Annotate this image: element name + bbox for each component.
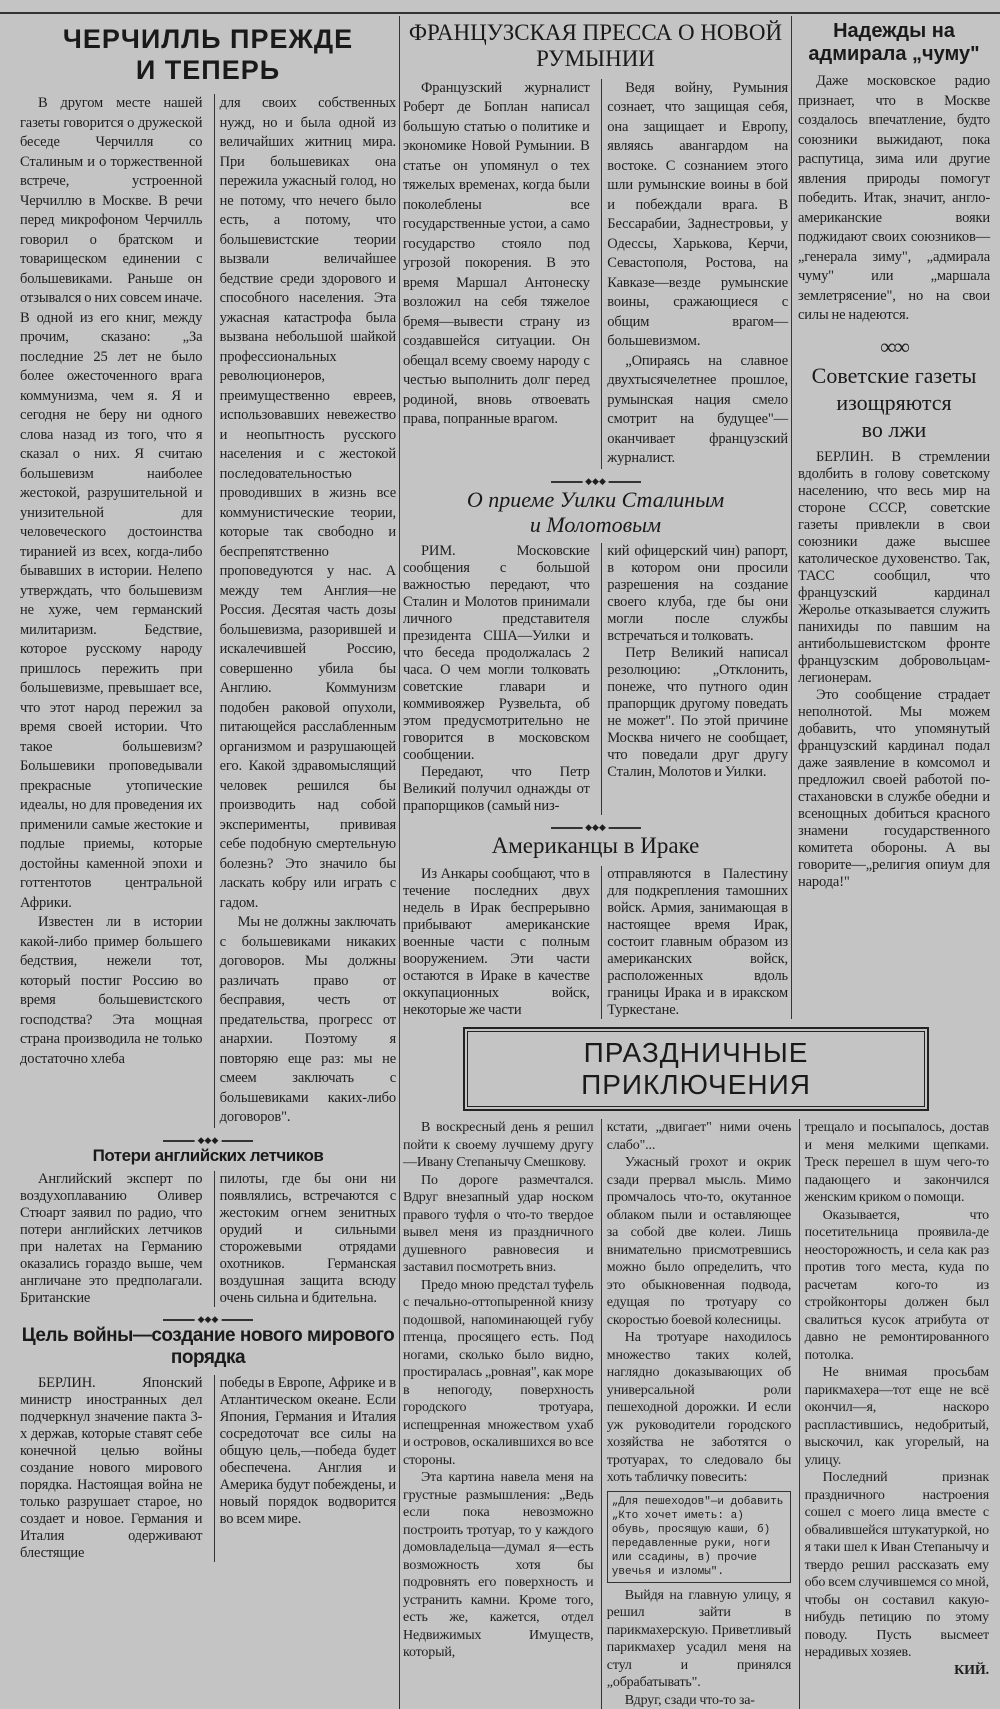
headline-pilots: Потери английских летчиков — [92, 1145, 324, 1165]
paragraph: На тротуаре находилось множество таких колей, наглядно доказывающих об универсальной роли пешеходной дорожки. И если уж руководители городского хозяйства не заботятся о тротуарах, то следовало бы хоть табличку повесить: — [606, 1330, 792, 1486]
headline-churchill — [20, 24, 396, 86]
author-signature: КИЙ. — [954, 1662, 989, 1678]
article-willkie-col2 — [601, 543, 788, 815]
article-french-press-col2 — [601, 79, 788, 469]
sign-note-box: „Для пешеходов"—и добавить „Кто хочет иметь: а) обувь, просящую каши, б) передавленные руки, ноги или ссадины, в) прочие увечья и изломы". — [607, 1491, 791, 1583]
article-pilots — [20, 1171, 396, 1307]
paragraph: Предо мною предстал туфель с печально-оттопыренной книзу подошвой, напоминающей губу птенца, просящего есть. Под ногами, сколько было видно, простиралась „ровная", как море в непогоду, поверхность городского тротуара, испещренная множеством ухаб и островов, оскалившихся во все стороны. — [403, 1277, 594, 1468]
paragraph: Ведя войну, Румыния сознает, что защищая себя, она защищает и Европу, являясь авангардом на востоке. С сознанием этого шли румынские воины в бой и побеждали врага. В Бессарабии, Заднестровьи, у Одессы, Харькова, Керчи, Севастополя, Ростова, на Кавказе—везде румынские воины, сражающиеся с общим врагом—большевизмом. — [607, 79, 788, 350]
headline-holiday-adventures: ПРАЗДНИЧНЫЕ ПРИКЛЮЧЕНИЯ — [581, 1036, 811, 1101]
ornament-infinity-icon: ∞∞ — [880, 333, 908, 359]
paragraph: Ужасный грохот и окрик сзади прервал мысль. Мимо промчалось что-то, окутанное облаком пыли и оставляющее за собой две колеи. Лишь внимательно присмотревшись можно было определить, что это обыкновенная подвода, едущая по тротуару со скоростью боевой колесницы. — [606, 1155, 792, 1328]
article-war-goal — [20, 1375, 396, 1562]
ornament-divider — [163, 1319, 253, 1321]
article-iraq — [403, 866, 788, 1019]
ornament-divider — [551, 481, 641, 483]
top-row — [403, 16, 989, 1019]
paragraph: Оказывается, что посетительница проявила-де неосторожность, и села как раз против того места, куда по расчетам кого-то из стройконторы должен был свалиться кусок атрибута от давно не ремонтированного потолка. — [804, 1207, 989, 1363]
article-holiday — [403, 1119, 989, 1709]
headline-line-2: адмирала „чуму" — [808, 43, 980, 65]
headline-frame — [463, 1027, 929, 1111]
paragraph: РИМ. Московские сообщения с большой важностью передают, что Сталин и Молотов принимали личного представителя президента США—Уилки и что беседа продолжалась 2 часа. О чем могли толковать советские главари и коммивояжер Рузвельта, об этом предусмотрительно не говорится в московском сообщении. — [403, 543, 590, 764]
page-column-rule — [399, 16, 400, 1709]
paragraph: Мы не должны заключать с большевиками никаких договоров. Мы должны различать право от бесправия, честь от предательства, прогресс от анархии. Поэтому я повторяю еще раз: мы не смеем заключать с большевиками каких-либо договоров". — [219, 914, 396, 1126]
article-admiral-plague — [798, 72, 990, 326]
article-holiday-col3 — [799, 1119, 989, 1709]
paragraph: БЕРЛИН. В стремлении вдолбить в голову советскому населению, что весь мир на стороне СССР, советские газеты привлекли в свои союзники даже высшее католическое духовенство. Так, ТАСС сообщил, что французский кардинал Жеролье отказывается служить панихиды по павшим на антибольшевистском фронте французским добровольцам-легионерам. — [798, 448, 990, 686]
article-holiday-col2 — [601, 1119, 791, 1709]
paragraph: Петр Великий написал резолюцию: „Отклонить, понеже, что путного один прапорщик другому поведать не может". По этой причине Москва ничего не сообщает, что поведали друг другу Сталин, Молотов и Уилки. — [607, 645, 788, 781]
article-iraq-col1 — [403, 866, 590, 1019]
left-page-column — [20, 16, 396, 1709]
paragraph: кстати, „двигает" ними очень слабо"... — [606, 1120, 792, 1153]
right-page-area — [403, 16, 989, 1709]
article-churchill — [20, 94, 396, 1128]
article-pilots-col1 — [20, 1171, 202, 1307]
headline-line-2: изощряются — [836, 389, 952, 415]
headline-admiral-plague — [798, 20, 990, 66]
paragraph: Последний признак праздничного настроения сошел с моего лица вместе с обвалившейся штукатуркой, но я таки шел к Иван Степанычу и твердо решил рассказать ему обо всем случившемся со мной, чтобы он составил какую-нибудь петицию по этому поводу. Пусть высмеет нерадивых хозяев. — [804, 1470, 989, 1661]
ornament-divider — [163, 1140, 253, 1142]
middle-page-column — [403, 16, 788, 1019]
paragraph: По дороге размечтался. Вдруг внезапный удар носком правого туфля о что-то твердое вывел меня из праздничного душевного равновесия и заставил посмотреть вниз. — [403, 1172, 594, 1276]
headline-line-3: во лжи — [861, 416, 927, 442]
headline-soviet-papers — [798, 362, 990, 443]
headline-french-press: ФРАНЦУЗСКАЯ ПРЕССА О НОВОЙ РУМЫНИИ — [408, 20, 783, 72]
paragraph: БЕРЛИН. Японский министр иностранных дел подчеркнул значение пакта 3-х держав, которые ставят себе конечной целью войны создание нового мирового порядка. Настоящая война не только разрушает старое, но создает и новое. Германия и Италия одерживают блестящие — [20, 1374, 203, 1561]
headline-willkie — [403, 487, 788, 538]
right-page-column — [791, 16, 990, 1019]
paragraph: В другом месте нашей газеты говорится о дружеской беседе Черчилля со Сталиным и о торжественной встрече, устроенной Черчиллю в Москве. В речи перед микрофоном Черчилль говорил о братском и товарищеском единении с большевиками. Раньше он отзывался о них совсем иначе. В одной из его книг, между прочим, сказано: „За последние 25 лет не было более ожесточенного врага коммунизма, чем я. Я и сегодня не беру ни одного слова назад из того, что я сказал о них. Я считаю большевизм наиболее жестокой, разрушительной и унизительной для человеческого достоинства тиранией из всех, когда-либо бывавших в истории. Нелепо утверждать, что большевизм не хуже, чем германский милитаризм. Бедствие, которое русскому народу пришлось пережить при большевизме, превышает все, что этот народ пережил за время своей истории. Что такое большевизм? Большевики проповедывали прекрасные утопические идеалы, но для проведения их применили самые жестокие и подлые приемы, которые достойны каменной эпохи и готтентотов центральной Африки. — [20, 95, 203, 911]
article-iraq-col2 — [601, 866, 788, 1019]
paragraph: трещало и посыпалось, достав и меня мелкими щепками. Треск перешел в шум чего-то падающего и закончился женским криком о помощи. — [804, 1120, 989, 1206]
article-pilots-col2 — [214, 1171, 396, 1307]
article-holiday-col1 — [403, 1119, 593, 1709]
paragraph: кий офицерский чин) рапорт, в котором они просили разрешения на создание своего клуба, где бы они могли после службы встречаться и толковать. — [607, 543, 788, 645]
article-french-press-col1 — [403, 79, 590, 469]
headline-line-1: ЧЕРЧИЛЛЬ ПРЕЖДЕ — [62, 24, 354, 54]
headline-war-goal: Цель войны—создание нового мирового порядка — [21, 1325, 395, 1368]
top-rule — [0, 12, 1000, 14]
paragraph: Даже московское радио признает, что в Москве создалось впечатление, будто союзники выжидают, пока распутица, зима или другие явления природы помогут победить. Итак, значит, англо-американские вояки поджидают своих союзников—„генерала зиму", „адмирала чуму" или „маршала землетрясение", но на свои силы не надеются. — [798, 73, 990, 323]
headline-line-1: О приеме Уилки Сталиным — [466, 486, 725, 512]
headline-line-2: и Молотовым — [529, 512, 662, 538]
paragraph: Выйдя на главную улицу, я решил зайти в парикмахерскую. Приветливый парикмахер усадил меня на стул и принялся „обрабатывать". — [606, 1587, 792, 1691]
paragraph: Известен ли в истории какой-либо пример большего бедствия, нежели тот, который постиг Россию во время большевистского господства? Эта мощная страна производила не только достаточно хлеба — [20, 914, 203, 1067]
paragraph: Не внимая просьбам парикмахера—тот еще не всё окончил—я, наскоро распластившись, недобритый, выскочил, как угорелый, на улицу. — [804, 1365, 989, 1468]
paragraph: Английский эксперт по воздухоплаванию Оливер Стюарт заявил по радио, что потери английских летчиков при налетах на Германию оказались гораздо выше, чем англичане это предполагали. Британские — [20, 1171, 203, 1307]
paragraph: победы в Европе, Африке и в Атлантическом океане. Если Япония, Германия и Италия сосредоточат все силы на общую цель,—победа будет обеспечена. Англия и Америка будут побеждены, и новый порядок водворится во всем мире. — [219, 1374, 396, 1527]
paragraph: Вдруг, сзади что-то за- — [624, 1692, 755, 1708]
article-churchill-col2 — [214, 94, 396, 1128]
article-willkie — [403, 543, 788, 815]
article-churchill-col1 — [20, 94, 202, 1128]
paragraph: для своих собственных нужд, но и была одной из величайших житниц мира. При большевиках она пережила ужасный голод, но не потому, что нечего было есть, а потому, что большевистские теории вызвали величайшее бедствие среди здорового и способного населения. Эта ужасная катастрофа была вызвана небольшой шайкой профессиональных революционеров, преимущественно евреев, использовавших невежество и неопытность русского населения и с жестокой последовательностью проводивших в жизнь все коммунистические теории, которые так свободно и беспрепятственно проповедуются у нас. А между тем Англия—не Россия. Десятая часть дозы большевизма, разорившей и искалечившей Россию, совершенно убила бы Англию. Коммунизм подобен раковой опухоли, питающейся расслабленным организмом и разрушающей его. Какой здравомыслящий человек решился бы производить над собой эксперименты, прививая себе подобную смертельную болезнь? Это значило бы ласкать кобру или играть с гадом. — [219, 95, 396, 911]
headline-line-2: И ТЕПЕРЬ — [135, 55, 281, 86]
paragraph: Передают, что Петр Великий получил однажды от прапорщиков (самый низ- — [403, 764, 590, 815]
ornament-divider — [551, 827, 641, 829]
paragraph: пилоты, где бы они ни появлялись, встречаются с жестоким огнем зенитных орудий и сильными сторожевыми отрядами охотников. Германская воздушная защита всюду очень сильна и бдительна. — [219, 1171, 396, 1307]
article-war-goal-col1 — [20, 1375, 202, 1562]
headline-line-1: Надежды на — [833, 20, 955, 42]
paragraph: „Опираясь на славное двухтысячелетнее прошлое, румынская нация смело смотрит на будущее"—оканчивает французский журналист. — [607, 352, 788, 467]
headline-iraq: Американцы в Ираке — [491, 833, 700, 859]
headline-line-1: Советские газеты — [811, 362, 977, 388]
article-willkie-col1 — [403, 543, 590, 815]
paragraph: Эта картина навела меня на грустные размышления: „Ведь если пока невозможно построить тротуар, то у каждого домовладельца—думал я—есть возможность хотя бы подровнять его поверхность и устранить камни. Кроме того, есть же, кажется, отдел Недвижимых Имуществ, который, — [403, 1470, 594, 1661]
article-soviet-papers — [798, 449, 990, 891]
paragraph: В воскресный день я решил пойти к своему лучшему другу—Ивану Степанычу Смешкову. — [403, 1120, 594, 1171]
article-war-goal-col2 — [214, 1375, 396, 1562]
paragraph: Из Анкары сообщают, что в течение последних двух недель в Ирак беспрерывно прибывают американские военные части с полным вооружением. Эти части остаются в Ираке в качестве оккупационных войск, некоторые же части — [403, 865, 590, 1018]
paragraph: Это сообщение страдает неполнотой. Мы можем добавить, что упомянутый французский кардинал подал даже заявление в комсомол и предложил своей работой по-стахановски в службе обедни и всенощных добиться красного знамени государственного комитета обороны. А вы говорите—„религия опиум для народа!" — [798, 686, 990, 890]
paragraph: Французский журналист Роберт де Боплан написал большую статью о политике и экономике Новой Румынии. В статье он упомянул о тех тяжелых временах, когда были поколеблены все государственные устои, а само государство стояло под угрозой покорения. В это время Маршал Антонеску возложил на себя тяжелое бремя—вывести страну из создавшейся ситуации. Он обещал всему своему народу с честью выполнить долг перед родиной, вновь отвоевать права, попранные врагом. — [403, 79, 590, 428]
article-french-press — [403, 79, 788, 469]
paragraph: отправляются в Палестину для подкрепления тамошних войск. Армия, занимающая в настоящее время Ирак, состоит главным образом из американских войск, расположенных вдоль границы Ирака и в иракском Туркестане. — [607, 865, 788, 1018]
